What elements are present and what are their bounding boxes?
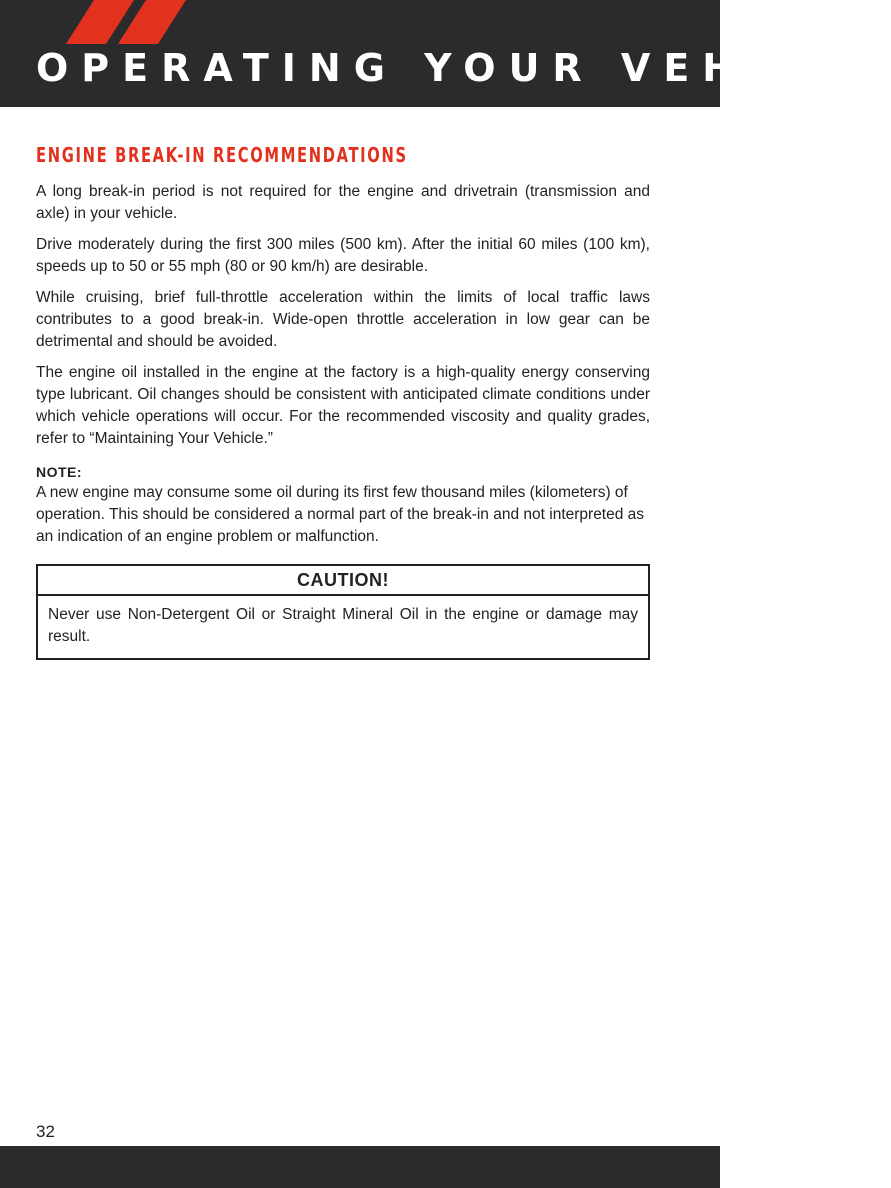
caution-box: [36, 564, 650, 660]
section-title: ENGINE BREAK-IN RECOMMENDATIONS: [36, 143, 408, 167]
note-label: NOTE:: [36, 464, 83, 480]
paragraph: A long break-in period is not required for the engine and drivetrain (transmission and axle) in your vehicle.: [36, 183, 650, 222]
note-text: A new engine may consume some oil during its first few thousand miles (kilometers) of operation. This should be considered a normal part of the break-in and not interpreted as an indication of an engine problem or malfunction.: [36, 484, 645, 545]
paragraph: While cruising, brief full-throttle acceleration within the limits of local traffic laws contributes to a good break-in. Wide-open throttle acceleration in low gear can be detrimental and should be avoided.: [36, 289, 650, 350]
paragraph: Drive moderately during the first 300 miles (500 km). After the initial 60 miles (100 km), speeds up to 50 or 55 mph (80 or 90 km/h) are desirable.: [36, 236, 650, 275]
page-title: OPERATING YOUR VEHICLE: [36, 46, 891, 90]
red-slash-stripes-icon: [66, 0, 186, 44]
page-header: [0, 0, 891, 107]
caution-title: CAUTION!: [38, 566, 648, 596]
page-footer-bar: [0, 1146, 720, 1188]
paragraph: The engine oil installed in the engine at the factory is a high-quality energy conserving type lubricant. Oil changes should be consistent with anticipated climate conditions under which vehicle operations will occur. For the recommended viscosity and quality grades, refer to “Maintaining Your Vehicle.”: [36, 364, 650, 447]
caution-text: Never use Non-Detergent Oil or Straight Mineral Oil in the engine or damage may result.: [48, 606, 638, 645]
page-number: 32: [36, 1122, 55, 1141]
main-content: [36, 143, 650, 660]
